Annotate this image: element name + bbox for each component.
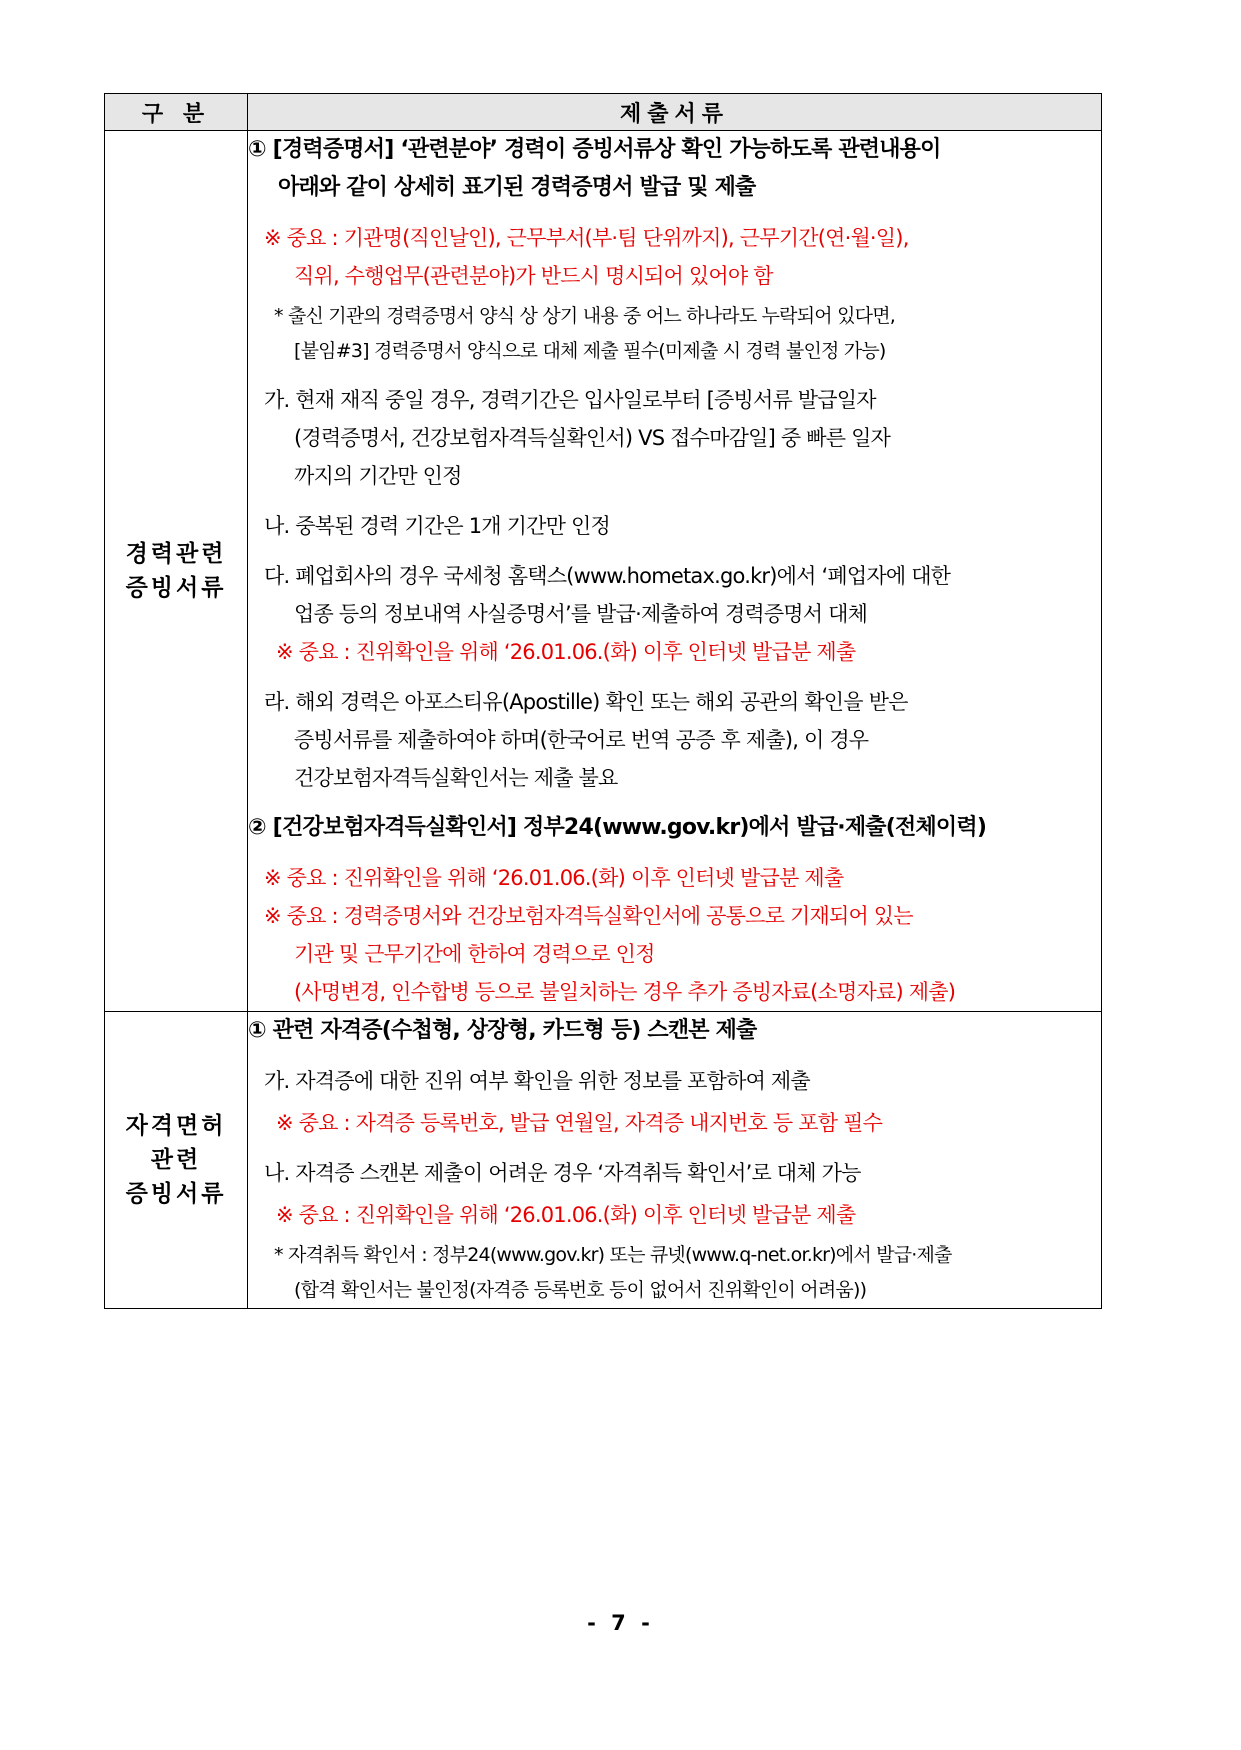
license-star-line1: * 자격취득 확인서 : 정부24(www.gov.kr) 또는 큐넷(www.q-net.or.kr)에서 발급·제출 — [274, 1244, 952, 1266]
career-item1-line2: 아래와 같이 상세히 표기된 경력증명서 발급 및 제출 — [278, 175, 756, 200]
career-ra-line1: 라. 해외 경력은 아포스티유(Apostille) 확인 또는 해외 공관의 확인을 받은 — [264, 690, 908, 714]
career-da-note: ※ 중요 : 진위확인을 위해 ‘26.01.06.(화) 이후 인터넷 발급분 제출 — [276, 640, 856, 664]
license-category-line1: 자격면허 — [125, 1113, 227, 1139]
career-item2: ② [건강보험자격득실확인서] 정부24(www.gov.kr)에서 발급·제출(전체이력) — [248, 815, 987, 840]
career-note3-line3: (사명변경, 인수합병 등으로 불일치하는 경우 추가 증빙자료(소명자료) 제출) — [294, 980, 956, 1004]
career-row — [105, 131, 1102, 1012]
header-category: 구 분 — [105, 94, 248, 131]
header-documents: 제출서류 — [248, 94, 1102, 131]
career-category-line1: 경력관련 — [125, 541, 227, 567]
career-ra-line3: 건강보험자격득실확인서는 제출 불요 — [294, 766, 618, 790]
license-na-note: ※ 중요 : 진위확인을 위해 ‘26.01.06.(화) 이후 인터넷 발급분 제출 — [276, 1203, 856, 1227]
career-ga-line1: 가. 현재 재직 중일 경우, 경력기간은 입사일로부터 [증빙서류 발급일자 — [264, 388, 876, 412]
license-star-line2: (합격 확인서는 불인정(자격증 등록번호 등이 없어서 진위확인이 어려움)) — [294, 1279, 867, 1301]
career-category-line2: 증빙서류 — [125, 575, 227, 601]
career-note3-line2: 기관 및 근무기간에 한하여 경력으로 인정 — [294, 942, 655, 966]
career-da-line1: 다. 폐업회사의 경우 국세청 홈택스(www.hometax.go.kr)에서 ‘폐업자에 대한 — [264, 564, 951, 588]
career-item1-line1: ① [경력증명서] ‘관련분야’ 경력이 증빙서류상 확인 가능하도록 관련내용이 — [248, 137, 941, 162]
license-category-line2: 관련 — [150, 1147, 202, 1173]
career-na: 나. 중복된 경력 기간은 1개 기간만 인정 — [264, 514, 610, 538]
page-number: - 7 - — [587, 1611, 654, 1635]
document-table — [104, 93, 1102, 1309]
license-category — [105, 1012, 248, 1309]
career-ga-line3: 까지의 기간만 인정 — [294, 464, 462, 488]
license-row — [105, 1012, 1102, 1309]
career-note3-line1: ※ 중요 : 경력증명서와 건강보험자격득실확인서에 공통으로 기재되어 있는 — [264, 904, 913, 928]
license-item1: ① 관련 자격증(수첩형, 상장형, 카드형 등) 스캔본 제출 — [248, 1018, 757, 1043]
career-ra-line2: 증빙서류를 제출하여야 하며(한국어로 번역 공증 후 제출), 이 경우 — [294, 728, 869, 752]
career-ga-line2: (경력증명서, 건강보험자격득실확인서) VS 접수마감일] 중 빠른 일자 — [294, 426, 891, 450]
career-content — [248, 131, 1102, 1012]
career-da-line2: 업종 등의 정보내역 사실증명서’를 발급·제출하여 경력증명서 대체 — [294, 602, 868, 626]
license-ga: 가. 자격증에 대한 진위 여부 확인을 위한 정보를 포함하여 제출 — [264, 1069, 810, 1093]
career-star1-line2: [붙임#3] 경력증명서 양식으로 대체 제출 필수(미제출 시 경력 불인정 가능) — [294, 340, 886, 362]
license-category-line3: 증빙서류 — [125, 1181, 227, 1207]
license-ga-note: ※ 중요 : 자격증 등록번호, 발급 연월일, 자격증 내지번호 등 포함 필수 — [276, 1111, 883, 1135]
table-header-row — [105, 94, 1102, 131]
license-na: 나. 자격증 스캔본 제출이 어려운 경우 ‘자격취득 확인서’로 대체 가능 — [264, 1161, 861, 1185]
career-note2: ※ 중요 : 진위확인을 위해 ‘26.01.06.(화) 이후 인터넷 발급분 제출 — [264, 866, 844, 890]
career-category — [105, 131, 248, 1012]
license-content — [248, 1012, 1102, 1309]
career-note1-line2: 직위, 수행업무(관련분야)가 반드시 명시되어 있어야 함 — [294, 264, 773, 288]
career-note1-line1: ※ 중요 : 기관명(직인날인), 근무부서(부·팀 단위까지), 근무기간(연·월·일), — [264, 226, 909, 250]
career-star1-line1: * 출신 기관의 경력증명서 양식 상 상기 내용 중 어느 하나라도 누락되어 있다면, — [274, 305, 895, 327]
